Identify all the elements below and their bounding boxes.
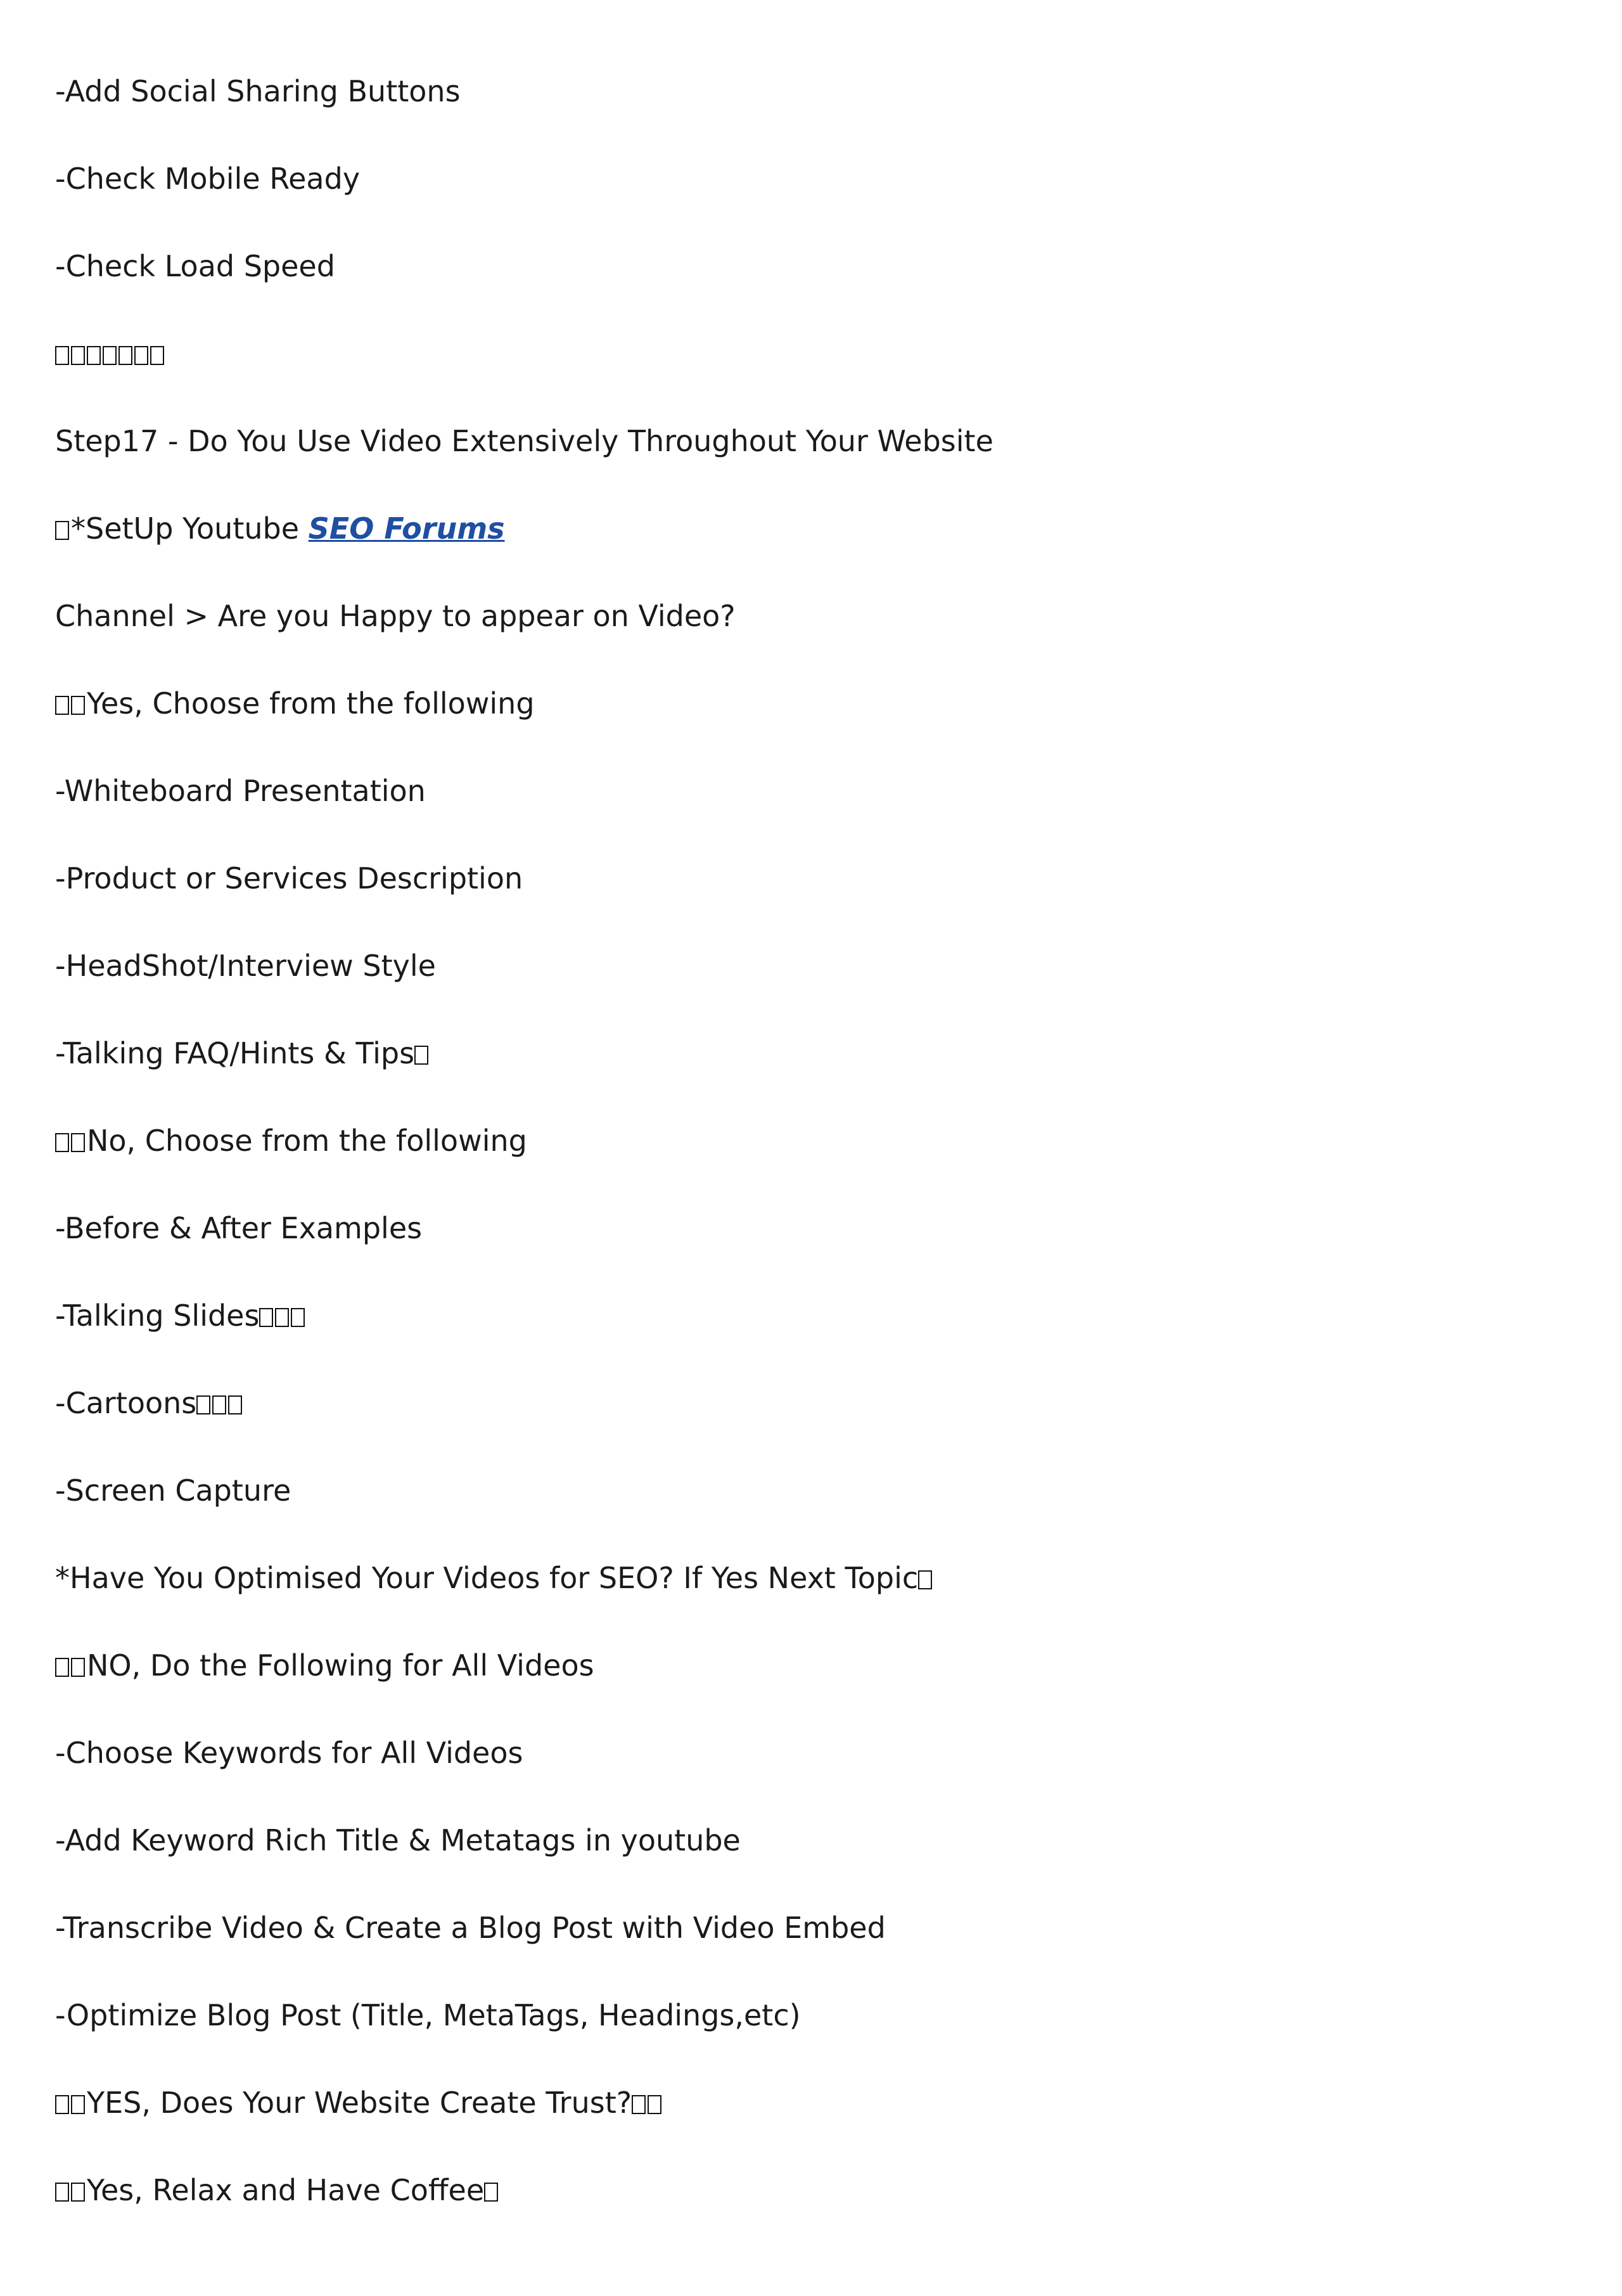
missing-glyph-icon [196, 1395, 210, 1414]
missing-glyph-icon [275, 1308, 289, 1327]
line-text: -Check Load Speed [55, 249, 335, 283]
missing-glyph-icon [228, 1395, 242, 1414]
line-text: -Check Mobile Ready [55, 162, 361, 196]
missing-glyph-icon [212, 1395, 226, 1414]
line-text: -Transcribe Video & Create a Blog Post with Video Embed [55, 1911, 886, 1945]
line-placeholder-glyphs [55, 335, 166, 373]
line-talking-faq [55, 1034, 430, 1072]
missing-glyph-icon [55, 1658, 69, 1677]
missing-glyph-icon [118, 346, 132, 365]
line-optimize-blog-post [55, 1996, 801, 2034]
line-text: -Talking FAQ/Hints & Tips [55, 1036, 415, 1070]
line-text: -Before & After Examples [55, 1211, 423, 1245]
line-text: -Add Keyword Rich Title & Metatags in youtube [55, 1823, 741, 1857]
line-cartoons [55, 1384, 244, 1422]
line-text: -Product or Services Description [55, 861, 523, 895]
line-check-mobile [55, 160, 360, 198]
line-channel-question [55, 597, 736, 635]
line-text: Step17 - Do You Use Video Extensively Throughout Your Website [55, 424, 993, 458]
line-text: *Have You Optimised Your Videos for SEO? If Yes Next Topic [55, 1561, 919, 1595]
missing-glyph-icon [55, 521, 69, 540]
line-website-trust [55, 2084, 663, 2122]
line-no-do-following [55, 1646, 594, 1684]
line-text: Up Youtube [133, 511, 309, 546]
line-text: Yes, Choose from the following [87, 686, 535, 721]
line-prefix: *Set [71, 511, 134, 546]
line-text: -HeadShot/Interview Style [55, 949, 436, 983]
line-whiteboard [55, 772, 426, 810]
line-text: Channel > Are you Happy to appear on Video? [55, 599, 736, 633]
line-add-keyword-title [55, 1821, 741, 1859]
missing-glyph-icon [134, 346, 148, 365]
line-text: -Choose Keywords for All Videos [55, 1736, 523, 1770]
line-relax-coffee [55, 2171, 500, 2209]
line-transcribe-video [55, 1909, 886, 1947]
missing-glyph-icon [291, 1308, 305, 1327]
line-text: -Talking Slides [55, 1299, 260, 1333]
line-text: Yes, Relax and Have Coffee [87, 2173, 485, 2207]
missing-glyph-icon [103, 346, 117, 365]
missing-glyph-icon [55, 2095, 69, 2114]
line-text: -Add Social Sharing Buttons [55, 74, 461, 108]
missing-glyph-icon [71, 696, 85, 715]
missing-glyph-icon [918, 1570, 932, 1589]
line-before-after [55, 1209, 422, 1247]
line-talking-slides [55, 1297, 307, 1335]
missing-glyph-icon [87, 346, 101, 365]
missing-glyph-icon [484, 2183, 498, 2202]
line-text: -Whiteboard Presentation [55, 774, 426, 808]
line-yes-choose [55, 684, 535, 722]
line-text: -Cartoons [55, 1386, 197, 1420]
missing-glyph-icon [55, 696, 69, 715]
line-step17-heading [55, 422, 993, 460]
line-screen-capture [55, 1472, 291, 1510]
missing-glyph-icon [55, 346, 69, 365]
missing-glyph-icon [71, 1133, 85, 1152]
line-choose-keywords [55, 1734, 523, 1772]
missing-glyph-icon [150, 346, 164, 365]
line-text: NO, Do the Following for All Videos [87, 1648, 594, 1683]
line-text: No, Choose from the following [87, 1124, 527, 1158]
missing-glyph-icon [71, 1658, 85, 1677]
line-no-choose [55, 1122, 527, 1160]
line-check-load-speed [55, 247, 335, 285]
missing-glyph-icon [414, 1046, 428, 1065]
missing-glyph-icon [55, 1133, 69, 1152]
line-optimised-question [55, 1559, 934, 1597]
line-setup-youtube [55, 510, 505, 548]
seo-forums-link[interactable]: SEO Forums [308, 511, 505, 546]
line-headshot [55, 947, 436, 985]
missing-glyph-icon [71, 346, 85, 365]
line-text: -Screen Capture [55, 1473, 291, 1508]
line-text: YES, Does Your Website Create Trust? [87, 2086, 632, 2120]
missing-glyph-icon [648, 2095, 661, 2114]
line-add-social-sharing [55, 72, 461, 110]
missing-glyph-icon [71, 2095, 85, 2114]
missing-glyph-icon [259, 1308, 273, 1327]
missing-glyph-icon [71, 2183, 85, 2202]
missing-glyph-icon [55, 2183, 69, 2202]
line-text: -Optimize Blog Post (Title, MetaTags, Headings,etc) [55, 1998, 801, 2032]
missing-glyph-icon [632, 2095, 646, 2114]
line-product-services [55, 859, 523, 897]
